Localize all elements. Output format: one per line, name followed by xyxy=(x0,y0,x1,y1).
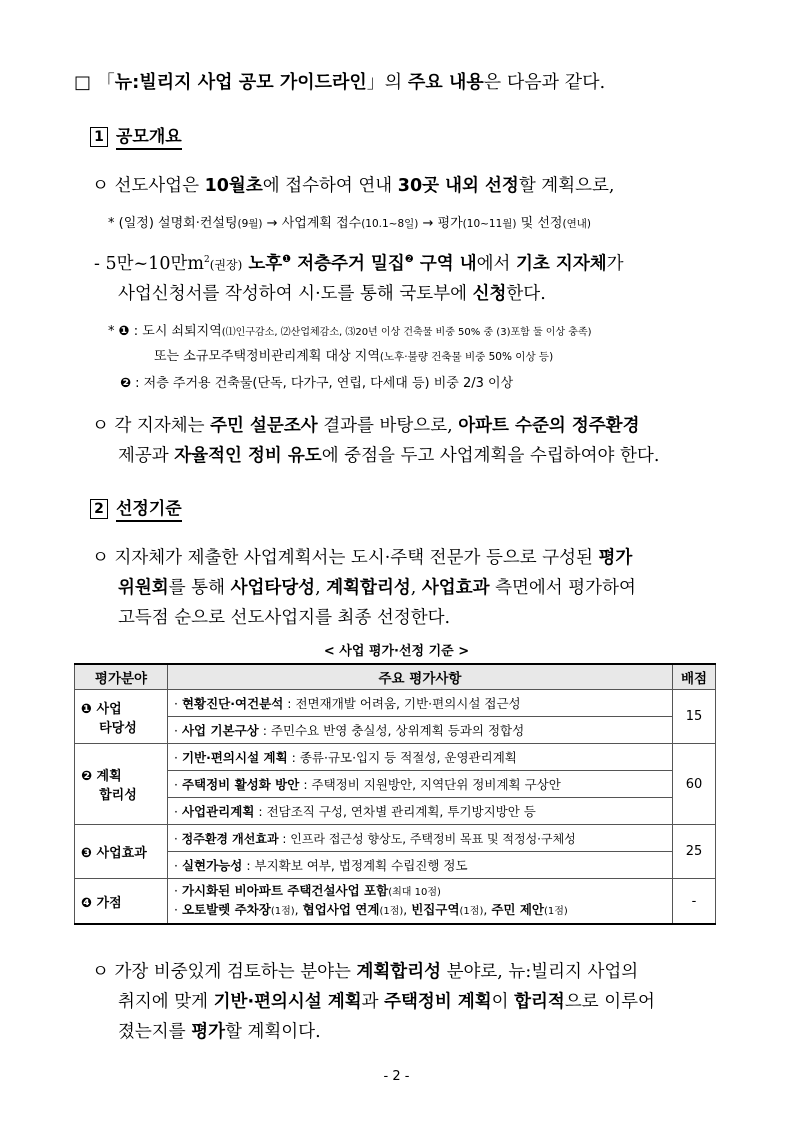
paragraph-weighting-line3: 졌는지를 평가할 계획이다. xyxy=(118,1022,321,1042)
header-items: 주요 평가사항 xyxy=(168,664,673,690)
table-row xyxy=(75,690,716,717)
note-definition-2: ❷ : 저층 주거용 건축물(단독, 다가구, 연립, 다세대 등) 비중 2/3 이상 xyxy=(120,376,514,391)
checkbox-square-icon: □ xyxy=(74,72,92,93)
criteria-item: · 정주환경 개선효과 : 인프라 접근성 향상도, 주택정비 목표 및 적정성·구체성 xyxy=(168,825,673,852)
table-row xyxy=(75,798,716,825)
bullet-icon: ㅇ xyxy=(92,176,109,196)
paragraph-survey-line1: ㅇ 각 지자체는 주민 설문조사 결과를 바탕으로, 아파트 수준의 정주환경 xyxy=(92,416,640,436)
intro-line: □ 「뉴:빌리지 사업 공모 가이드라인」의 주요 내용은 다음과 같다. xyxy=(74,72,606,93)
section-heading-overview: 1 공모개요 xyxy=(90,122,182,147)
paragraph-evaluation-line2: 위원회를 통해 사업타당성, 계획합리성, 사업효과 측면에서 평가하여 xyxy=(118,578,636,598)
criteria-table xyxy=(74,663,716,925)
bullet-icon: ㅇ xyxy=(92,416,109,436)
area-cell: ❶ 사업 타당성 xyxy=(75,690,168,744)
section-heading-criteria: 2 선정기준 xyxy=(90,494,182,519)
dash-icon: - xyxy=(94,254,100,274)
table-row xyxy=(75,852,716,879)
criteria-item: · 사업 기본구상 : 주민수요 반영 충실성, 상위계획 등과의 정합성 xyxy=(168,717,673,744)
table-row xyxy=(75,825,716,852)
paragraph-area-line2: 사업신청서를 작성하여 시·도를 통해 국토부에 신청한다. xyxy=(118,284,546,304)
bullet-icon: ㅇ xyxy=(92,962,109,982)
header-score: 배점 xyxy=(673,664,716,690)
criteria-item: · 사업관리계획 : 전담조직 구성, 연차별 관리계획, 투기방지방안 등 xyxy=(168,798,673,825)
paragraph-area-line1: - 5만~10만$m^2$(권장) 노후$^❶$ 저층주거 밀집$^❷$ 구역 내에서 기초 지자체가 xyxy=(94,254,624,274)
paragraph-evaluation-line1: ㅇ 지자체가 제출한 사업계획서는 도시·주택 전문가 등으로 구성된 평가 xyxy=(92,548,633,568)
area-cell: ❷ 계획 합리성 xyxy=(75,744,168,825)
page-number: - 2 - xyxy=(383,1069,410,1084)
note-definition-1: * ❶ : 도시 쇠퇴지역(⑴인구감소, ⑵산업체감소, ⑶20년 이상 건축물 비중 50% 중 (3)포함 둘 이상 충족) xyxy=(108,324,592,339)
note-definition-1b: 또는 소규모주택정비관리계획 대상 지역(노후·불량 건축물 비중 50% 이상 등) xyxy=(154,349,554,364)
paragraph-survey-line2: 제공과 자율적인 정비 유도에 중점을 두고 사업계획을 수립하여야 한다. xyxy=(118,446,660,466)
paragraph-weighting-line1: ㅇ 가장 비중있게 검토하는 분야는 계획합리성 분야로, 뉴:빌리지 사업의 xyxy=(92,962,639,982)
note-schedule: * (일정) 설명회·컨설팅(9월) → 사업계획 접수(10.1~8일) → 평가(10~11월) 및 선정(연내) xyxy=(108,216,591,231)
header-area: 평가분야 xyxy=(75,664,168,690)
bullet-icon: ㅇ xyxy=(92,548,109,568)
table-row xyxy=(75,771,716,798)
area-cell: ❸ 사업효과 xyxy=(75,825,168,879)
table-row xyxy=(75,717,716,744)
criteria-item: · 현황진단·여건분석 : 전면재개발 어려움, 기반·편의시설 접근성 xyxy=(168,690,673,717)
table-row xyxy=(75,744,716,771)
criteria-item-bonus: · 가시화된 비아파트 주택건설사업 포함(최대 10점) · 오토발렛 주차장(1점), 협업사업 연계(1점), 빈집구역(1점), 주민 제안(1점) xyxy=(168,879,673,925)
paragraph-evaluation-line3: 고득점 순으로 선도사업지를 최종 선정한다. xyxy=(118,608,451,628)
paragraph-weighting-line2: 취지에 맞게 기반·편의시설 계획과 주택정비 계획이 합리적으로 이루어 xyxy=(118,992,655,1012)
table-row xyxy=(75,879,716,925)
table-caption: < 사업 평가·선정 기준 > xyxy=(323,644,470,659)
criteria-item: · 실현가능성 : 부지확보 여부, 법정계획 수립진행 정도 xyxy=(168,852,673,879)
score-cell: 25 xyxy=(673,825,716,879)
score-cell: 15 xyxy=(673,690,716,744)
table-header-row xyxy=(75,664,716,690)
criteria-item: · 주택정비 활성화 방안 : 주택정비 지원방안, 지역단위 정비계획 구상안 xyxy=(168,771,673,798)
criteria-item: · 기반·편의시설 계획 : 종류·규모·입지 등 적절성, 운영관리계획 xyxy=(168,744,673,771)
score-cell: 60 xyxy=(673,744,716,825)
paragraph-schedule: ㅇ 선도사업은 10월초에 접수하여 연내 30곳 내외 선정할 계획으로, xyxy=(92,176,615,196)
score-cell: - xyxy=(673,879,716,925)
area-cell: ❹ 가점 xyxy=(75,879,168,925)
